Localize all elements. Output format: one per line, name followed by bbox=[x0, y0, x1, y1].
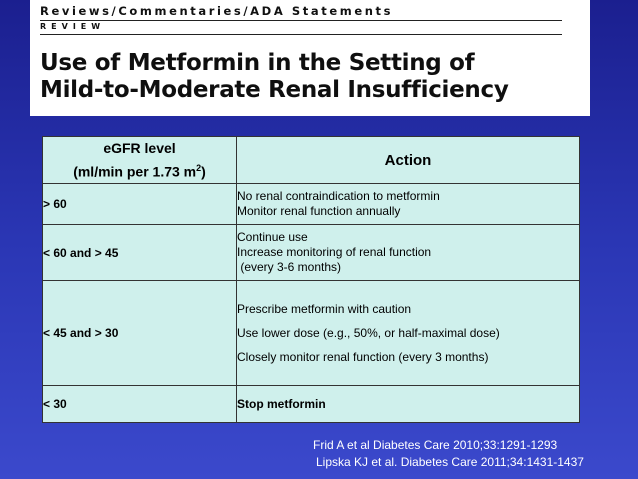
action-line: Prescribe metformin with caution bbox=[237, 302, 412, 316]
review-tag: REVIEW bbox=[40, 22, 106, 31]
table-row bbox=[43, 184, 580, 225]
title-line-2: Mild-to-Moderate Renal Insufficiency bbox=[40, 77, 509, 103]
egfr-header-unit: (ml/min per 1.73 m bbox=[73, 163, 197, 180]
title-line-1: Use of Metformin in the Setting of bbox=[40, 50, 475, 76]
table-header-row bbox=[43, 137, 580, 184]
action-line: (every 3-6 months) bbox=[237, 260, 342, 274]
action-line: Increase monitoring of renal function bbox=[237, 245, 432, 259]
metformin-egfr-table bbox=[42, 136, 580, 423]
reference-frid: Frid A et al Diabetes Care 2010;33:1291-1293 bbox=[313, 438, 558, 452]
egfr-column-header bbox=[43, 137, 237, 184]
table-row bbox=[43, 281, 580, 386]
action-line: Closely monitor renal function (every 3 months) bbox=[237, 350, 489, 364]
action-cell bbox=[237, 225, 580, 281]
table-row bbox=[43, 225, 580, 281]
table-row bbox=[43, 386, 580, 423]
action-line: Use lower dose (e.g., 50%, or half-maximal dose) bbox=[237, 326, 500, 340]
egfr-header-superscript: 2 bbox=[196, 163, 202, 174]
egfr-level-cell: > 60 bbox=[43, 184, 237, 225]
references bbox=[313, 437, 584, 471]
egfr-level-cell: < 60 and > 45 bbox=[43, 225, 237, 281]
action-line: Monitor renal function annually bbox=[237, 204, 401, 218]
action-line: Stop metformin bbox=[237, 396, 326, 411]
action-cell bbox=[237, 386, 580, 423]
reference-lipska: Lipska KJ et al. Diabetes Care 2011;34:1431-1437 bbox=[316, 455, 584, 469]
action-cell bbox=[237, 184, 580, 225]
journal-series-label: Reviews/Commentaries/ADA Statements bbox=[40, 4, 394, 18]
egfr-header-line-2 bbox=[43, 158, 236, 182]
slide-title bbox=[40, 50, 509, 104]
action-column-header: Action bbox=[237, 137, 580, 184]
header-rule-top bbox=[40, 20, 562, 21]
header-rule-bottom bbox=[40, 34, 562, 35]
action-cell bbox=[237, 281, 580, 386]
egfr-header-line-1: eGFR level bbox=[103, 140, 176, 157]
journal-header-image bbox=[30, 0, 590, 116]
egfr-header-close-paren: ) bbox=[201, 163, 206, 180]
action-line: No renal contraindication to metformin bbox=[237, 189, 440, 203]
egfr-level-cell: < 45 and > 30 bbox=[43, 281, 237, 386]
action-line: Continue use bbox=[237, 230, 308, 244]
egfr-level-cell: < 30 bbox=[43, 386, 237, 423]
